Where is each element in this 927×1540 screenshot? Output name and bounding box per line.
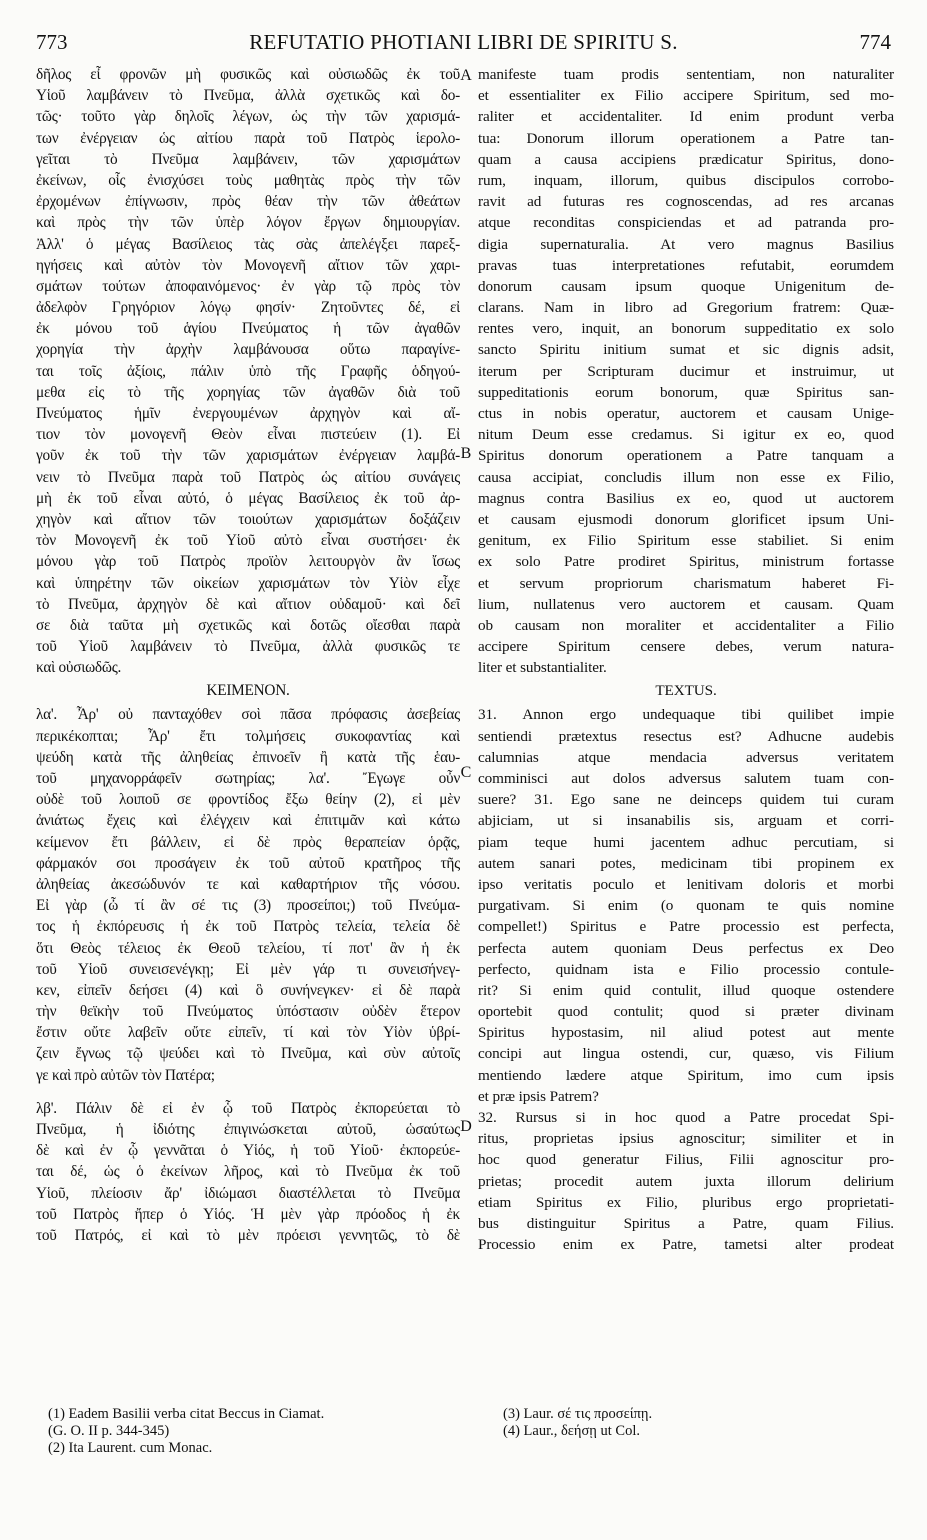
latin-line: digia supernaturalia. At vero magnus Basilius — [478, 235, 894, 253]
greek-line: τὴν θεϊκὴν τοῦ Πνεύματος ὑπόστασιν οὐδὲν ἕτερον — [36, 1003, 460, 1021]
latin-line: ravit ad futuras res cognoscendas, ad res arcanas — [478, 193, 894, 211]
latin-line: 32. Rursus si in hoc quod a Patre procedat Spi- — [478, 1109, 894, 1126]
latin-line: perfecta autem quoniam Deus perfectus ex Deo — [478, 939, 894, 957]
greek-line: Υἱοῦ λαμβάνειν τὸ Πνεῦμα, ἀλλὰ σχετικῶς καὶ δο- — [36, 87, 460, 105]
footnotes-left — [48, 1406, 458, 1457]
latin-line: ex solo Patre prodiret Spiritus, ministrum fortasse — [478, 553, 894, 571]
latin-line: rentes vero, inquit, an bonorum suppeditatio ex solo — [478, 320, 894, 338]
greek-line: οὐδὲ τοῦ λοιποῦ σε φροντίδος ἔξω θείην (2), εἰ μὲν — [36, 791, 460, 809]
latin-paragraph-commentary — [478, 64, 894, 678]
greek-line: ἐκείνων, οἷς ἐνισχύσει τοὺς μαθητὰς πρὸς τὴν τῶν — [36, 171, 460, 189]
greek-line: Υἱοῦ, πλείοσιν ἄρ' ἰδιώμασι διαστέλλεται τὸ Πνεῦμα — [36, 1184, 460, 1202]
footnote: (G. O. II p. 344-345) — [48, 1423, 170, 1439]
greek-line: τοῦ μηχανορράφεῖν σωτηρίας; λα'. Ἔγωγε οὖν — [36, 770, 460, 787]
page-number-right: 774 — [859, 30, 891, 54]
latin-line: ob causam non moraliter et accidentaliter a Filio — [478, 616, 894, 634]
greek-paragraph-commentary — [36, 64, 460, 678]
greek-line: γεῖται τὸ Πνεῦμα λαμβάνειν, τῶν χαρισμάτων — [36, 150, 460, 168]
greek-line: Εἰ γὰρ (ὦ τί ἂν σέ τις (3) προσείποι;) τοῦ Πνεύμα- — [36, 897, 460, 915]
latin-line: compellet!) Spiritus e Patre processio est perfecta, — [478, 918, 894, 936]
latin-line: 31. Annon ergo undequaque tibi quilibet impie — [478, 706, 894, 724]
page-header — [36, 30, 891, 60]
latin-line: pravas tuas interpretationes refutabit, eorumdem — [478, 256, 894, 274]
page-number-left: 773 — [36, 30, 68, 54]
latin-line: Spiritus donorum operationem a Patre tanquam a — [478, 447, 894, 465]
greek-line: ἀδελφὸν Γρηγόριον λόγῳ φησίν· Ζητοῦντες δέ, εἰ — [36, 299, 460, 317]
greek-line: νειν τὸ Πνεῦμα παρὰ τοῦ Πατρὸς ὡς αἰτίου συνάγεις — [36, 468, 460, 486]
footnote: (3) Laur. σέ τις προσείπῃ. — [503, 1406, 653, 1422]
latin-line: genitum, ex Filio Spiritum esse stabiliet. Si enim — [478, 532, 894, 550]
greek-line: δῆλος εἶ φρονῶν μὴ φυσικῶς καὶ οὐσιωδῶς ἐκ τοῦ — [36, 66, 460, 83]
latin-line: raliter et accidentaliter. Id enim produnt verba — [478, 108, 894, 126]
latin-line: autem sanari potes, medicinam tibi propinem ex — [478, 854, 894, 872]
latin-line: accipere Spiritum censere debes, verum natura- — [478, 638, 894, 656]
latin-line: tua: Donorum illorum operationem a Patre tan- — [478, 129, 894, 147]
footnote: (4) Laur., δεήσῃ ut Col. — [503, 1423, 640, 1439]
greek-line: τιον τὸν μονογενῆ Θεὸν εἶναι πιστεύειν (1). Εἰ — [36, 426, 460, 444]
greek-line: μεθα εἰς τὸ τῆς χορηγίας τῶν ἀγαθῶν διὰ τοῦ — [36, 383, 460, 401]
greek-line: ἐρχομένων ἐπίγνωσιν, πρὸς θέαν τὴν τῶν ἀθεάτων — [36, 193, 460, 211]
greek-line: ηγήσεις καὶ αὐτὸν τὸν Μονογενῆ αἴτιον τῶν χαρι- — [36, 256, 460, 274]
latin-line: lium, nullatenus vero auctorem et causam. Quam — [478, 595, 894, 613]
greek-line: τοῦ Πατρός, εἰ καὶ τὸ μὲν πρόεισι γεννητῶς, τὸ δὲ — [36, 1226, 460, 1244]
running-title: REFUTATIO PHOTIANI LIBRI DE SPIRITU S. — [249, 30, 678, 54]
margin-marker-d: D — [460, 1118, 472, 1135]
greek-line: καὶ οὐσιωδῶς. — [36, 659, 122, 677]
greek-line: καὶ πρὸς τὴν τῶν ὑπὲρ λόγον ἔργων δημιουργίαν. — [36, 214, 460, 232]
latin-line: etiam Spiritus ex Filio, pluribus ergo proprietati- — [478, 1193, 894, 1211]
latin-line: abjiciam, ut si insanabilis sis, arguam et corri- — [478, 812, 894, 830]
greek-line: μόνου γὰρ τοῦ Πατρὸς προϊὸν λειτουργὸν ἂν ἴσως — [36, 553, 460, 571]
greek-paragraph-32 — [36, 1098, 460, 1246]
latin-line: et servum propriorum charismatum haberet Fi- — [478, 574, 894, 592]
latin-line: rit? Si enim quid contulit, illud quoque ostendere — [478, 981, 894, 999]
greek-line: τοῦ Υἱοῦ λαμβάνειν τὸ Πνεῦμα, ἀλλὰ φυσικῶς τε — [36, 638, 460, 656]
latin-line: comminisci aut dolos adversus salutem tuam con- — [478, 770, 894, 787]
greek-line: σμάτων τούτων ἀποφαινόμενος· ἐν γὰρ τῷ πρὸς τὸν — [36, 277, 460, 295]
latin-paragraphs-31-32 — [478, 704, 894, 1255]
greek-line: μὴ ἐκ τοῦ εἶναι αὐτό, ὁ μέγας Βασίλειος ἐκ τοῦ ἀρ- — [36, 489, 460, 507]
latin-line: calumnias atque mendacia adversus veritatem — [478, 748, 894, 766]
latin-line: donorum causam ipsum quoque Unigenitum de- — [478, 277, 894, 295]
latin-line: perfecto, quidnam ista e Filio processio contule- — [478, 960, 894, 978]
latin-line: mentiendo lædere atque Spiritum, imo cum ipsis — [478, 1066, 894, 1084]
greek-line: Ἀλλ' ὁ μέγας Βασίλειος τὰς σὰς ἀπελέγξει παρεξ- — [36, 235, 460, 253]
greek-line: τὸν Μονογενῆ ἐκ τοῦ Υἱοῦ αὐτὸ εἶναι συστήσει· ἐκ — [36, 532, 460, 550]
greek-line: σε διὰ ταῦτα μὴ σχετικῶς καὶ δοτῶς οἴεσθαι παρὰ — [36, 616, 460, 634]
greek-line: γοῦν ἐκ τοῦ τὴν τῶν χαρισμάτων ἐνέργειαν λαμβά- — [36, 447, 460, 465]
latin-line: causa accipiat, concludis illum non esse ex Filio, — [478, 468, 894, 486]
latin-line: suere? 31. Ego sane ne deinceps quidem tui curam — [478, 791, 894, 809]
greek-line: ἔστιν οὔτε λαβεῖν οὔτε εἰπεῖν, τί καὶ τὸν Υἱὸν ὑβρί- — [36, 1024, 460, 1042]
footnotes-right — [503, 1406, 903, 1440]
greek-line: ἀνιάτως ἔχεις καὶ ἐλέγχειν καὶ ἐπιτιμᾶν καὶ κάτω — [36, 812, 460, 830]
greek-line: χορηγία τὴν ἀρχὴν λαμβάνουσα οὕτω παραγίνε- — [36, 341, 460, 359]
greek-line: κείμενον ἔτι βάλλειν, εἰ δὲ πρὸς θεραπείαν ὁρᾷς, — [36, 833, 460, 851]
greek-line: Πνεῦμα, ἡ ἰδιότης ἐπιγινώσκεται αὐτοῦ, ὡσαύτως — [36, 1121, 460, 1138]
greek-line: Πνεύματος ἡμῖν ἐνεργουμένων ἀρχηγὸν καὶ αἴ- — [36, 405, 460, 422]
latin-line: Spiritus hypostasim, nil aliud potest aut mente — [478, 1024, 894, 1042]
greek-line: χηγὸν καὶ αἴτιον τῶν τοιούτων χαρισμάτων δοξάζειν — [36, 510, 460, 528]
latin-line: bus distinguitur Spiritus a Patre, quam Filius. — [478, 1214, 894, 1232]
greek-line: τοῦ Πατρὸς ἤπερ ὁ Υἱός. Ἡ μὲν γὰρ πρόοδος ἡ ἐκ — [36, 1205, 460, 1223]
margin-marker-b: B — [460, 445, 472, 462]
latin-line: et præ ipsis Patrem? — [478, 1087, 599, 1105]
greek-line: ται τοῖς ἀξίοις, πάλιν ὑπὸ τῆς Γραφῆς ὁδηγού- — [36, 362, 460, 380]
margin-marker-a: A — [460, 67, 472, 84]
greek-line: ται δέ, ὡς ὁ ἐκείνων λῆρος, καὶ τὸ Πνεῦμα ἐκ τοῦ — [36, 1163, 460, 1181]
latin-line: liter et substantialiter. — [478, 659, 607, 677]
greek-line: ζειν ἔγνως τῷ ψεύδει καὶ τὸ Πνεῦμα, καὶ σὺν αὐτοῖς — [36, 1045, 460, 1063]
latin-line: rum, inquam, illorum, quibus discipulos corrobo- — [478, 171, 894, 189]
greek-column — [36, 64, 460, 1246]
latin-line: sentiendi prætextus resectus est? Adhucne audebis — [478, 727, 894, 745]
greek-paragraph-31 — [36, 704, 460, 1085]
margin-marker-c: C — [460, 764, 472, 781]
greek-line: λα'. Ἆρ' οὐ πανταχόθεν σοὶ πᾶσα πρόφασις ἀσεβείας — [36, 706, 460, 724]
latin-line: atque reconditas conspiciendas et ad patranda pro- — [478, 214, 894, 232]
greek-line: καὶ ὑπηρέτην τῶν οἰκείων χαρισμάτων τὸν Υἱὸν εἶχε — [36, 574, 460, 592]
latin-section-heading: TEXTUS. — [655, 682, 717, 700]
latin-line: Processio enim ex Patre, tametsi alter prodeat — [478, 1236, 894, 1254]
greek-line: ἀληθείας ἀκεσώδυνόν τε καὶ καθαρτήριον τῆς νόσου. — [36, 875, 460, 893]
greek-section-heading: ΚΕΙΜΕΝΟΝ. — [206, 682, 290, 700]
latin-line: oportebit quod contulit; quod si præter divinam — [478, 1003, 894, 1021]
paragraph-gap — [36, 1086, 460, 1098]
latin-line: ritus, proprietas ipsius agnoscitur; similiter et in — [478, 1130, 894, 1148]
latin-line: clarans. Nam in libro ad Gregorium fratrem: Quæ- — [478, 299, 894, 317]
latin-line: magnus contra Basilius ex eo, quod ut auctorem — [478, 489, 894, 507]
greek-line: των ἐνέργειαν ὡς αἰτίου παρὰ τοῦ Πατρὸς ἱερολο- — [36, 129, 460, 147]
greek-line: κεν, εἰπεῖν δεήσει (4) καὶ ὃ συνήνεγκεν· εἰ δὲ παρὰ — [36, 981, 460, 999]
footnote: (1) Eadem Basilii verba citat Beccus in Ciamat. — [48, 1406, 325, 1422]
greek-line: περικέκοπται; Ἆρ' ἔτι τολμήσεις συκοφαντίας καὶ — [36, 727, 460, 745]
latin-line: manifeste tuam prodis sententiam, non naturaliter — [478, 66, 894, 83]
greek-line: ψεύδη κατὰ τῆς ἀληθείας ἐπινοεῖν ἢ κατὰ τῆς ἑαυ- — [36, 748, 460, 766]
latin-line: prietas; procedit autem juxta illorum delirium — [478, 1172, 894, 1190]
greek-line: τοῦ Υἱοῦ συνεισενέγκῃ; Εἰ μὲν γάρ τι συνεισήνεγ- — [36, 960, 460, 978]
latin-line: ctus in nobis operatur, auctorem et causam Unige- — [478, 405, 894, 422]
greek-line: τῶς· τοῦτο γὰρ δηλοῖς λέγων, ὡς τὴν τῶν χαρισμά- — [36, 108, 460, 126]
latin-line: quam a causa accipiens prædicatur Spiritus, dono- — [478, 150, 894, 168]
latin-line: suppeditationis eorum bonorum, quæ Spiritus san- — [478, 383, 894, 401]
latin-line: piam teque humi jacentem adhuc percutiam, si — [478, 833, 894, 851]
latin-column — [478, 64, 894, 1255]
latin-line: nitum Deum esse credamus. Si igitur ex eo, quod — [478, 426, 894, 444]
latin-line: iterum per Scripturam ducimur et instruimur, ut — [478, 362, 894, 380]
greek-line: δὲ καὶ ἐν ᾧ γεννᾶται ὁ Υἱός, ἡ τοῦ Υἱοῦ· ἐκπορεύε- — [36, 1142, 460, 1160]
latin-line: ipso veritatis poculo et lenitivam doloris et morbi — [478, 875, 894, 893]
latin-line: et causam ejusmodi donorum glorificet ipsum Uni- — [478, 510, 894, 528]
greek-line: ἐκ μόνου τοῦ ἁγίου Πνεύματος ἡ τῶν ἀγαθῶν — [36, 320, 460, 338]
greek-line: τὸ Πνεῦμα, ἀρχηγὸν δὲ καὶ αἴτιον οὐδαμοῦ· καὶ δεῖ — [36, 595, 460, 613]
greek-line: φάρμακόν σοι προσάγειν ἐκ τοῦ αὐτοῦ κρατῆρος τῆς — [36, 854, 460, 872]
footnote: (2) Ita Laurent. cum Monac. — [48, 1440, 213, 1456]
greek-line: γε καὶ πρὸ αὐτῶν τὸν Πατέρα; — [36, 1066, 215, 1084]
latin-line: purgativam. Si enim (o quonam te quis nomine — [478, 897, 894, 915]
latin-line: hoc quod generatur Filius, Filii agnoscitur pro- — [478, 1151, 894, 1169]
greek-line: ὅτι Θεὸς τέλειος ἐκ Θεοῦ τελείου, τί ποτ' ἂν ἡ ἐκ — [36, 939, 460, 957]
greek-line: τος ἡ ἐκπόρευσις ἡ ἐκ τοῦ Πατρὸς τελεία, τελεία δὲ — [36, 918, 460, 936]
latin-line: et essentialiter ex Filio accipere Spiritum, sed mo- — [478, 87, 894, 105]
greek-line: λβ'. Πάλιν δὲ εἰ ἐν ᾧ τοῦ Πατρὸς ἐκπορεύεται τὸ — [36, 1099, 460, 1117]
latin-line: sancto Spiritu initium sumat et sic dignis adsit, — [478, 341, 894, 359]
latin-line: concipi aut lingua ostendi, cur, quæso, vis Filium — [478, 1045, 894, 1063]
